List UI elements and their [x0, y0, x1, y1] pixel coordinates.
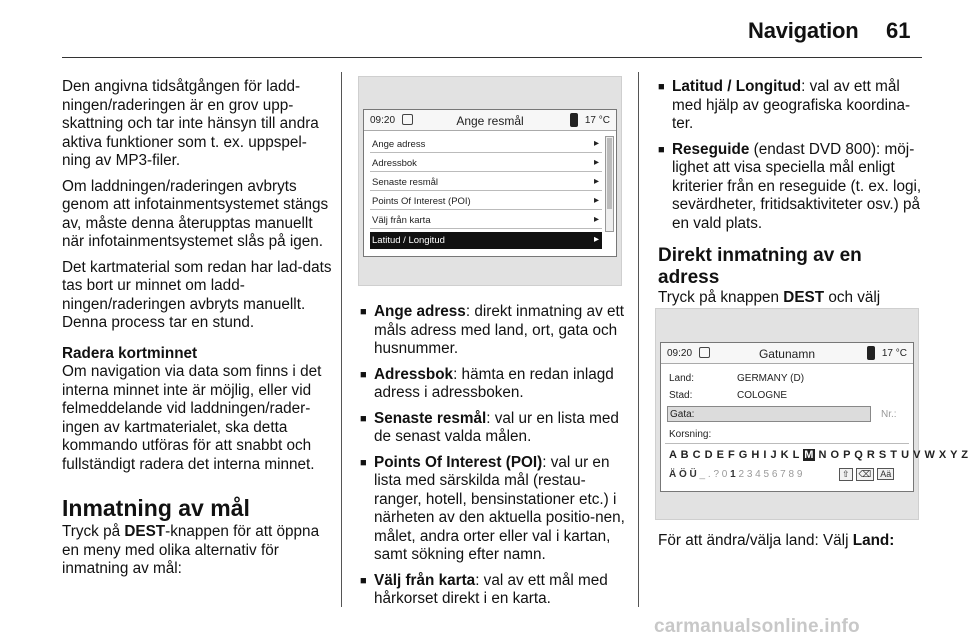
menu-item-poi[interactable]: Points Of Interest (POI) ▸ [370, 193, 602, 210]
field-label-land: Land: [669, 373, 695, 384]
arrow-right-icon: ▸ [593, 157, 599, 168]
watermark: carmanualsonline.info [654, 616, 860, 637]
column-right-bottom [658, 532, 924, 558]
case-toggle-key[interactable]: Aä [877, 468, 894, 480]
screenshot-street-entry [655, 308, 969, 520]
clock-time: 09:20 [370, 115, 396, 126]
keyboard-key-selected[interactable]: M [804, 449, 814, 461]
menu-item-ange-adress[interactable]: Ange adress ▸ [370, 136, 602, 153]
thermometer-icon [867, 346, 875, 360]
paragraph: Den angivna tidsåtgången för ladd-ningen/raderingen är en grov upp-skattning och tar inte hänsyn till andra aktiva funktioner som t. ex. uppspel-ning av MP3-filer. [62, 78, 319, 169]
scrollbar-thumb[interactable] [607, 138, 612, 209]
paragraph: Tryck på DEST-knappen för att öppna en meny med olika alternativ för inmatning av mål: [62, 523, 320, 577]
device-screen [660, 342, 969, 492]
thermometer-icon [570, 113, 578, 127]
keyboard-letters-row[interactable]: A B C D E F G H I J K L M N O P Q R S T U V W X Y Z [669, 449, 969, 461]
keyboard-function-keys [836, 468, 894, 481]
screenshot-destination-menu [358, 76, 622, 286]
field-value-stad[interactable]: COLOGNE [737, 390, 788, 401]
field-label-nr: Nr.: [881, 409, 897, 420]
field-label-gata: Gata: [670, 409, 695, 420]
menu-item-senaste-resmal[interactable]: Senaste resmål ▸ [370, 174, 602, 191]
column-separator [638, 72, 639, 607]
temperature: 17 °C [584, 115, 610, 126]
column-left [62, 78, 332, 586]
screen-title: Gatunamn [758, 347, 816, 361]
bullet-item: ■ Välj från karta: val av ett mål med hårkorset direkt i en karta. [360, 572, 626, 609]
bullet-item: ■ Reseguide (endast DVD 800): möj-lighet att visa speciella mål enligt kriterier från en reseguide (t. ex. logi, sevärdheter, fritidsaktiviteter osv.) på en vald plats. [658, 141, 924, 234]
scrollbar[interactable] [605, 136, 614, 232]
column-separator [341, 72, 342, 607]
arrow-right-icon: ▸ [593, 138, 599, 149]
arrow-right-icon: ▸ [593, 195, 599, 206]
menu-item-latitud-longitud[interactable]: Latitud / Longitud ▸ [370, 232, 602, 249]
device-screen [363, 109, 617, 257]
bullet-item: ■ Latitud / Longitud: val av ett mål med hjälp av geografiska koordina-ter. [658, 78, 924, 134]
street-input[interactable] [667, 406, 871, 422]
screen-title: Ange resmål [456, 114, 524, 128]
screen-status-bar [661, 343, 913, 364]
paragraph: Om laddningen/raderingen avbryts genom att infotainmentsystemet stängs av, måste denna återupptas manuellt när infotainmentsystemet slås på igen. [62, 177, 329, 250]
field-label-korsning: Korsning: [669, 429, 712, 440]
backspace-icon[interactable]: ⌫ [856, 468, 875, 481]
divider [665, 443, 909, 444]
paragraph: För att ändra/välja land: Välj Land: [658, 532, 895, 549]
shift-icon[interactable]: ⇧ [839, 468, 853, 481]
section-heading: Inmatning av mål [62, 495, 250, 521]
paragraph: Det kartmaterial som redan har lad-dats tas bort ur minnet om ladd-ningen/raderingen avbryts manuellt. Denna process tar en stund. [62, 258, 332, 331]
screen-status-bar [364, 110, 616, 131]
arrow-right-icon: ▸ [593, 234, 599, 245]
column-middle [360, 303, 626, 616]
arrow-right-icon: ▸ [593, 214, 599, 225]
arrow-right-icon: ▸ [593, 176, 599, 187]
temperature: 17 °C [881, 348, 907, 359]
bullet-item: ■ Ange adress: direkt inmatning av ett måls adress med land, ort, gata och husnummer. [360, 303, 626, 359]
section-heading: Direkt inmatning av en adress [658, 245, 862, 288]
menu-item-valj-fran-karta[interactable]: Välj från karta ▸ [370, 212, 602, 229]
column-right [658, 78, 924, 333]
menu-item-adressbok[interactable]: Adressbok ▸ [370, 155, 602, 172]
clock-time: 09:20 [667, 348, 693, 359]
page-number: 61 [886, 18, 911, 43]
page-title: Navigation [748, 18, 859, 43]
field-label-stad: Stad: [669, 390, 693, 401]
sub-heading: Radera kortminnet [62, 344, 198, 362]
bullet-item: ■ Senaste resmål: val ur en lista med de senast valda målen. [360, 410, 626, 447]
bullet-item: ■ Points Of Interest (POI): val ur en lista med särskilda mål (restau-ranger, hotell, bensinstationer etc.) i närheten av den aktuella positio-nen, målet, andra orter eller val i kartan, samt sökning efter namn. [360, 454, 626, 565]
paragraph: Om navigation via data som finns i det interna minnet inte är möjlig, eller vid felmeddelande vid laddningen/rader-ingen av kartmaterialet, ska detta kommando utföras för att snabbt och fullständigt radera det interna minnet. [62, 363, 322, 473]
field-value-land[interactable]: GERMANY (D) [737, 373, 805, 384]
keyboard-digits-row[interactable]: Ä Ö Ü _ . ? 0 1 2 3 4 5 6 7 8 9 [669, 469, 803, 480]
header-rule [62, 57, 922, 58]
bullet-item: ■ Adressbok: hämta en redan inlagd adress i adressboken. [360, 366, 626, 403]
paragraph: Tryck på knappen DEST och välj [658, 289, 881, 306]
